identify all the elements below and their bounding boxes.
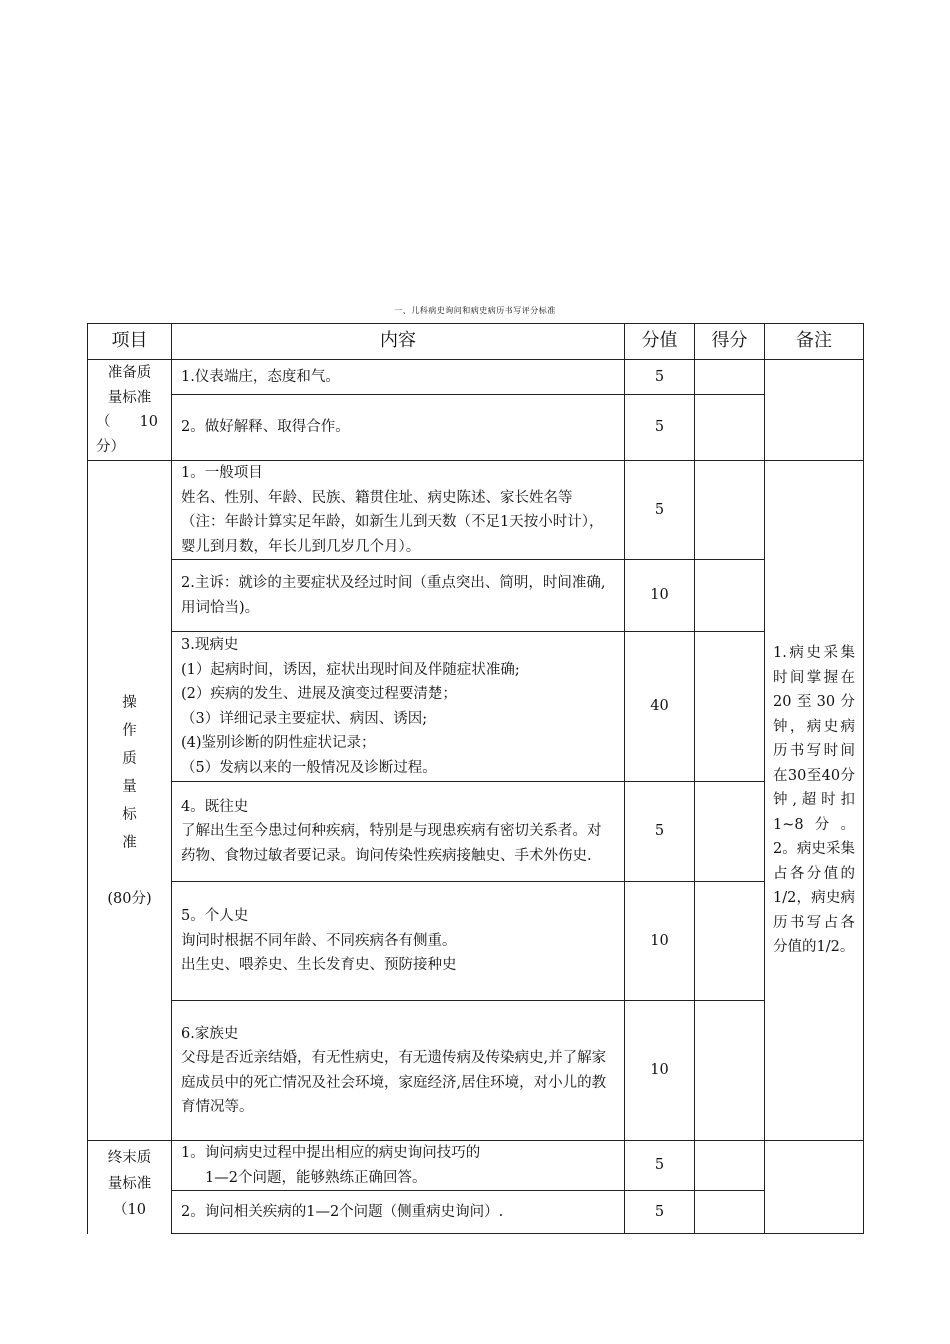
table-row (88, 1141, 864, 1191)
content-line: 2。询问相关疾病的1—2个问题（侧重病史询问）. (181, 1203, 504, 1220)
content-line: 了解出生至今患过何种疾病，特别是与现患疾病有密切关系者。对药物、食物过敏者要记录。询问传染性疾病接触史、手术外伤史. (181, 823, 602, 864)
content-line: （3）详细记录主要症状、病因、诱因; (181, 710, 428, 727)
header-note: 备注 (765, 324, 864, 360)
earned-cell[interactable] (695, 395, 765, 461)
item-char: 质 (122, 750, 137, 767)
item-char: 标 (122, 806, 137, 823)
item-line: 量标准 (107, 389, 152, 406)
item-char: 操 (122, 694, 137, 711)
earned-cell[interactable] (695, 782, 765, 882)
score-cell: 10 (625, 560, 695, 632)
item-line: （ 10 (96, 414, 158, 430)
content-line: (2）疾病的发生、进展及演变过程要清楚； (181, 686, 457, 702)
content-cell (172, 1141, 625, 1191)
table-row (88, 461, 864, 560)
content-line: 父母是否近亲结婚，有无性病史，有无遗传病及传染病史,并了解家庭成员中的死亡情况及社会环境，家庭经济,居住环境，对小儿的教育情况等。 (181, 1050, 607, 1115)
section-item-cell (88, 360, 172, 461)
item-points: (80分) (107, 890, 152, 907)
score-cell: 10 (625, 882, 695, 1001)
item-line: 准备质 (107, 365, 152, 381)
note-text: 1.病史采集时间掌握在20至30分钟，病史病历书写时间在30至40分钟,超时扣1~8分。2。病史采集占各分值的1/2，病史病历书写占各分值的1/2。 (773, 645, 855, 956)
score-cell: 5 (625, 782, 695, 882)
content-line: 1。询问病史过程中提出相应的病史询问技巧的 (181, 1145, 481, 1161)
earned-cell[interactable] (695, 461, 765, 560)
content-line: 2.主诉：就诊的主要症状及经过时间（重点突出、简明，时间准确,用词恰当)。 (181, 575, 606, 616)
earned-cell[interactable] (695, 1191, 765, 1234)
document-title: 一、儿科病史询问和病史病历书写评分标准 (394, 306, 556, 315)
table-row (88, 1191, 864, 1234)
content-line: (1）起病时间，诱因，症状出现时间及伴随症状准确; (181, 661, 520, 678)
scoring-table (87, 323, 864, 1234)
table-row (88, 395, 864, 461)
content-cell (172, 395, 625, 461)
note-cell (765, 461, 864, 1141)
content-line: 姓名、性别、年龄、民族、籍贯住址、病史陈述、家长姓名等（注：年龄计算实足年龄，如新生儿到天数（不足1天按小时计），婴儿到月数，年长儿到几岁几个月）。 (181, 489, 604, 555)
score-cell: 5 (625, 461, 695, 560)
content-cell (172, 360, 625, 395)
content-line: 3.现病史 (181, 637, 239, 653)
score-cell: 40 (625, 632, 695, 782)
item-line: 量标准 (107, 1176, 152, 1192)
item-char: 量 (122, 778, 137, 795)
content-cell (172, 461, 625, 560)
section-item-cell (88, 1141, 172, 1234)
content-cell (172, 632, 625, 782)
table-row (88, 632, 864, 782)
earned-cell[interactable] (695, 882, 765, 1001)
content-line: 出生史、喂养史、生长发育史、预防接种史 (181, 957, 457, 974)
header-earned: 得分 (695, 324, 765, 360)
content-cell (172, 882, 625, 1001)
header-content: 内容 (172, 324, 625, 360)
content-line: 1。一般项目 (181, 465, 263, 481)
content-line: 6.家族史 (181, 1025, 239, 1042)
earned-cell[interactable] (695, 1141, 765, 1191)
table-row (88, 360, 864, 395)
note-cell (765, 1141, 864, 1234)
table-row (88, 1001, 864, 1141)
item-line: 终末质 (107, 1150, 152, 1166)
earned-cell[interactable] (695, 1001, 765, 1141)
content-cell (172, 1191, 625, 1234)
content-line: (4)鉴别诊断的阴性症状记录； (181, 735, 376, 751)
section-item-cell (88, 461, 172, 1141)
content-line: 1—2个问题，能够熟练正确回答。 (205, 1169, 427, 1186)
score-cell: 5 (625, 360, 695, 395)
item-line: （10 (113, 1202, 146, 1218)
score-cell: 5 (625, 1191, 695, 1234)
note-cell (765, 360, 864, 461)
content-line: 4。既往史 (181, 798, 249, 815)
content-line: 1.仪表端庄，态度和气。 (181, 368, 340, 385)
earned-cell[interactable] (695, 560, 765, 632)
score-cell: 5 (625, 395, 695, 461)
item-char: 作 (122, 722, 137, 739)
item-line: 分） (96, 438, 125, 455)
content-line: 5。个人史 (181, 908, 249, 925)
header-score: 分值 (625, 324, 695, 360)
earned-cell[interactable] (695, 632, 765, 782)
content-line: 2。做好解释、取得合作。 (181, 419, 350, 436)
table-row (88, 882, 864, 1001)
table-header-row (88, 324, 864, 360)
table-row (88, 782, 864, 882)
table-row (88, 560, 864, 632)
score-cell: 10 (625, 1001, 695, 1141)
content-line: 询问时根据不同年龄、不同疾病各有侧重。 (181, 932, 457, 949)
content-cell (172, 560, 625, 632)
score-cell: 5 (625, 1141, 695, 1191)
content-cell (172, 782, 625, 882)
content-line: （5）发病以来的一般情况及诊断过程。 (181, 759, 437, 776)
earned-cell[interactable] (695, 360, 765, 395)
item-char: 准 (122, 834, 137, 851)
header-item: 项目 (88, 324, 172, 360)
content-cell (172, 1001, 625, 1141)
